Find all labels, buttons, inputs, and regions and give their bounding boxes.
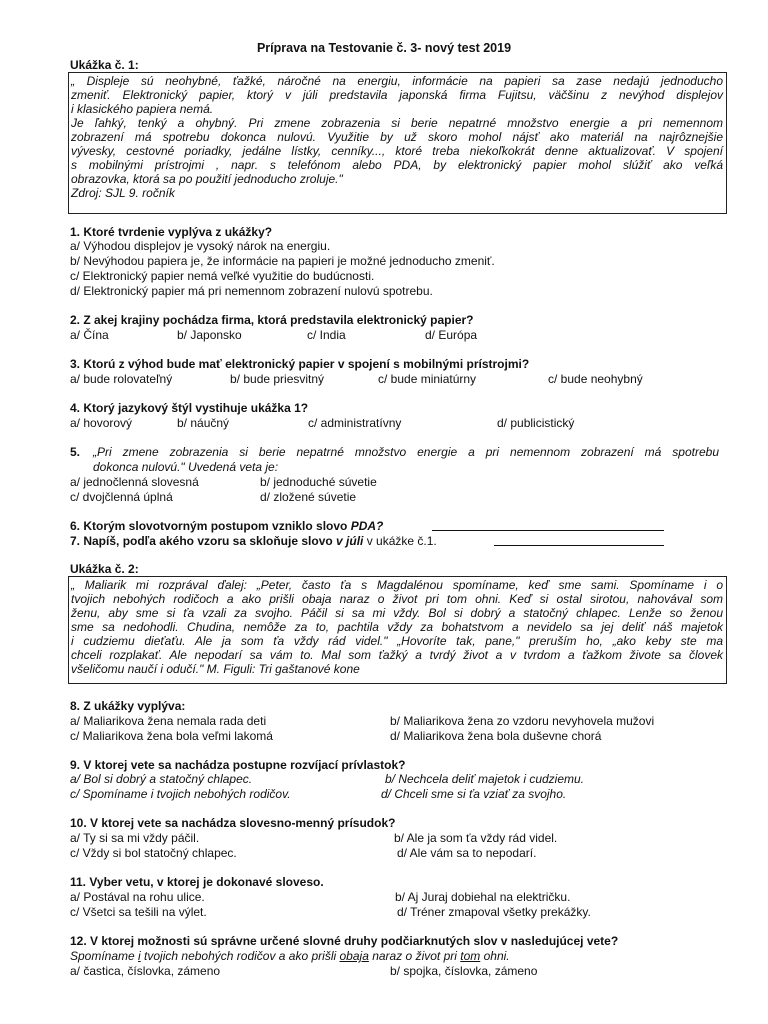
- q1-option-b: b/ Nevýhodou papiera je, že informácie na papieri je možné jednoducho zmeniť.: [70, 254, 495, 268]
- q12-option-a: a/ častica, číslovka, zámeno: [70, 964, 221, 978]
- q4-option-b: b/ náučný: [177, 416, 230, 430]
- sample1-source: Zdroj: SJL 9. ročník: [71, 186, 175, 200]
- question-6-word: PDA?: [350, 519, 384, 533]
- sample2-line: tvojich nebohých rodičoch a ako prišli obaja naraz o život pri tom ohni. Keď si ostal sirotou, nahovával som: [71, 592, 723, 606]
- q11-option-d: d/ Tréner zmapoval všetky prekážky.: [397, 905, 591, 919]
- sample1-line: s mobilnými prístrojmi , napr. s telefónom alebo PDA, by elektronický papier mohol slúžiť ako veľká: [71, 158, 723, 172]
- q3-option-d: c/ bude neohybný: [548, 372, 643, 386]
- question-9: 9. V ktorej vete sa nachádza postupne rozvíjací prívlastok?: [70, 758, 406, 772]
- q3-option-c: c/ bude miniatúrny: [378, 372, 477, 386]
- answer-line-6[interactable]: [432, 530, 664, 531]
- sentence-part: Spomíname: [70, 949, 139, 963]
- q5-option-b: b/ jednoduché súvetie: [260, 475, 377, 489]
- q2-option-a: a/ Čína: [70, 328, 109, 342]
- q5-option-a: a/ jednočlenná slovesná: [70, 475, 199, 489]
- sample2-source: všeličomu naučí i odučí." M. Figuli: Tri gaštanové kone: [71, 662, 360, 676]
- q8-option-d: d/ Maliarikova žena bola duševne chorá: [390, 729, 602, 743]
- sample2-line: „ Maliarik mi rozprával ďalej: „Peter, často ťa s Magdalénou spomíname, keď sme sami. Spomíname i o: [71, 578, 723, 592]
- question-10: 10. V ktorej vete sa nachádza slovesno-menný prísudok?: [70, 816, 396, 830]
- q9-option-d: d/ Chceli sme si ťa vziať za svojho.: [381, 787, 567, 801]
- sample2-line: chceli rozplakať. Ale nepodarí sa vám to. Mal som ťažký a tvrdý život a v tvrdom a ťažkom živote sa človek: [71, 648, 723, 662]
- q9-option-c: c/ Spomíname i tvojich nebohých rodičov.: [70, 787, 291, 801]
- question-8: 8. Z ukážky vyplýva:: [70, 699, 186, 713]
- q4-option-c: c/ administratívny: [308, 416, 402, 430]
- q2-option-d: d/ Európa: [425, 328, 478, 342]
- sample2-line: ženu, aby sme si ťa vzali za svojho. Páčil si sa mi vždy. Bol si dobrý a statočný chlapec. Lenže so ženou: [71, 606, 723, 620]
- question-5-quote: „Pri zmene zobrazenia si berie nepatrné množstvo energie a pri nemennom zobrazení má spotrebu: [93, 445, 719, 459]
- sample1-line: i klasického papiera nemá.: [71, 102, 214, 116]
- sentence-part: tvojich nebohých rodičov a ako prišli: [140, 949, 340, 963]
- q4-option-d: d/ publicistický: [497, 416, 575, 430]
- underlined-word-1: i: [138, 949, 141, 963]
- question-1: 1. Ktoré tvrdenie vyplýva z ukážky?: [70, 225, 273, 239]
- question-12-sentence: [70, 949, 510, 963]
- question-4: 4. Ktorý jazykový štýl vystihuje ukážka 1?: [70, 401, 309, 415]
- q10-option-b: b/ Ale ja som ťa vždy rád videl.: [394, 831, 558, 845]
- sample1-line: obrazovka, ktorá sa po použití jednoducho zroluje.": [71, 172, 343, 186]
- q11-option-c: c/ Všetci sa tešili na výlet.: [70, 905, 207, 919]
- question-6-text: 6. Ktorým slovotvorným postupom vzniklo slovo: [70, 519, 351, 533]
- q4-option-a: a/ hovorový: [70, 416, 133, 430]
- q1-option-a: a/ Výhodou displejov je vysoký nárok na energiu.: [70, 239, 331, 253]
- question-7-text: 7. Napíš, podľa akého vzoru sa skloňuje slovo: [70, 534, 337, 548]
- question-7-suffix: v ukážke č.1.: [363, 534, 437, 548]
- question-5-number: 5.: [70, 445, 81, 459]
- answer-line-7[interactable]: [494, 545, 664, 546]
- q1-option-c: c/ Elektronický papier nemá veľké využitie do budúcnosti.: [70, 269, 375, 283]
- underlined-word-3: tom: [460, 949, 481, 963]
- q3-option-b: b/ bude priesvitný: [230, 372, 325, 386]
- q8-option-a: a/ Maliarikova žena nemala rada deti: [70, 714, 267, 728]
- question-6: [70, 519, 383, 533]
- q5-option-d: d/ zložené súvetie: [260, 490, 357, 504]
- sample2-heading: Ukážka č. 2:: [70, 562, 139, 576]
- sample1-heading: Ukážka č. 1:: [70, 58, 139, 72]
- q11-option-b: b/ Aj Juraj dobiehal na električku.: [395, 890, 571, 904]
- question-12: 12. V ktorej možnosti sú správne určené slovné druhy podčiarknutých slov v nasledujúcej vete?: [70, 934, 619, 948]
- q9-option-a: a/ Bol si dobrý a statočný chlapec.: [70, 772, 253, 786]
- underlined-word-2: obaja: [339, 949, 369, 963]
- sample2-line: sme sa nedohodli. Chudina, nemôže za to, pachtila vždy za bohatstvom a nevidelo sa jej deliť náš majetok: [71, 620, 723, 634]
- q12-option-b: b/ spojka, číslovka, zámeno: [390, 964, 538, 978]
- q3-option-a: a/ bude rolovateľný: [70, 372, 173, 386]
- sample1-line: zmeniť. Elektronický papier, ktorý v júli predstavila japonská firma Fujitsu, väčšinu z nevýhod displejov: [71, 88, 723, 102]
- sample2-line: i cudziemu dieťaťu. Ale ja som ťa vždy rád videl." „Hovoríte tak, pane," preruším ho, „ako keby ste ma: [71, 634, 723, 648]
- question-2: 2. Z akej krajiny pochádza firma, ktorá predstavila elektronický papier?: [70, 313, 474, 327]
- question-11: 11. Vyber vetu, v ktorej je dokonavé sloveso.: [70, 875, 324, 889]
- q10-option-c: c/ Vždy si bol statočný chlapec.: [70, 846, 237, 860]
- q1-option-d: d/ Elektronický papier má pri nemennom zobrazení nulovú spotrebu.: [70, 284, 433, 298]
- q11-option-a: a/ Postával na rohu ulice.: [70, 890, 205, 904]
- question-7: [70, 534, 437, 548]
- q8-option-b: b/ Maliarikova žena zo vzdoru nevyhovela mužovi: [390, 714, 655, 728]
- sample1-line: „ Displeje sú neohybné, ťažké, náročné na energiu, informácie na papieri sa zase nedajú jednoducho: [71, 74, 723, 88]
- sentence-part: ohni.: [480, 949, 510, 963]
- question-5-quote-end: dokonca nulovú." Uvedená veta je:: [93, 460, 279, 474]
- sample1-line: Je ľahký, tenký a ohybný. Pri zmene zobrazenia si berie nepatrné množstvo energie a pri nemennom: [71, 116, 723, 130]
- q10-option-a: a/ Ty si sa mi vždy páčil.: [70, 831, 200, 845]
- q9-option-b: b/ Nechcela deliť majetok i cudziemu.: [385, 772, 585, 786]
- sample1-line: zobrazení má spotrebu dokonca nulovú. Využitie by už skoro mohol nájsť ako materiál na najrôznejšie: [71, 130, 723, 144]
- q2-option-b: b/ Japonsko: [177, 328, 242, 342]
- sentence-part: naraz o život pri: [368, 949, 461, 963]
- q5-option-c: c/ dvojčlenná úplná: [70, 490, 173, 504]
- sample1-line: vývesky, cestovné poriadky, jedálne lístky, cenníky..., ktoré treba niekoľkokrát denne aktualizovať. V spojení: [71, 144, 723, 158]
- q10-option-d: d/ Ale vám sa to nepodarí.: [397, 846, 537, 860]
- q8-option-c: c/ Maliarikova žena bola veľmi lakomá: [70, 729, 273, 743]
- question-7-word: v júli: [336, 534, 364, 548]
- question-3: 3. Ktorú z výhod bude mať elektronický papier v spojení s mobilnými prístrojmi?: [70, 357, 530, 371]
- page-title: Príprava na Testovanie č. 3- nový test 2019: [256, 41, 512, 55]
- q2-option-c: c/ India: [307, 328, 346, 342]
